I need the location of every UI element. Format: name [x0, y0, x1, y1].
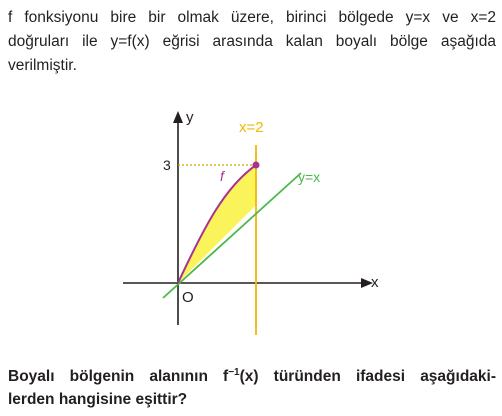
x-axis-label: x [371, 274, 379, 291]
y-axis-arrow-icon [173, 111, 183, 123]
diagonal-line-label: y=x [298, 169, 321, 185]
y-axis-label: y [186, 109, 194, 126]
question-line-1: f fonksiyonu bire bir olmak üzere, birinci bölgede y=x ve x=2 [8, 9, 496, 26]
origin-label: O [182, 289, 194, 306]
question-prompt [8, 365, 496, 411]
question-line-2: doğruları ile y=f(x) eğrisi arasında kalan boyalı bölge aşağıda [8, 33, 496, 50]
inverse-superscript: −1 [228, 366, 240, 378]
question-line-3: verilmiştir. [8, 57, 77, 74]
curve-endpoint [253, 162, 260, 169]
prompt-line-1-after: (x) türünden ifadesi aşağıdaki- [239, 368, 497, 385]
y-tick-label: 3 [163, 157, 171, 173]
graph-figure [115, 105, 405, 335]
graph-svg [115, 105, 405, 335]
prompt-line-2: lerden hangisine eşittir? [8, 391, 188, 408]
prompt-line-1-before: Boyalı bölgenin alanının f [8, 368, 229, 385]
curve-label: f [220, 168, 224, 184]
question-text [8, 6, 496, 78]
vertical-line-label: x=2 [239, 119, 264, 136]
prompt-line-1 [8, 365, 496, 388]
